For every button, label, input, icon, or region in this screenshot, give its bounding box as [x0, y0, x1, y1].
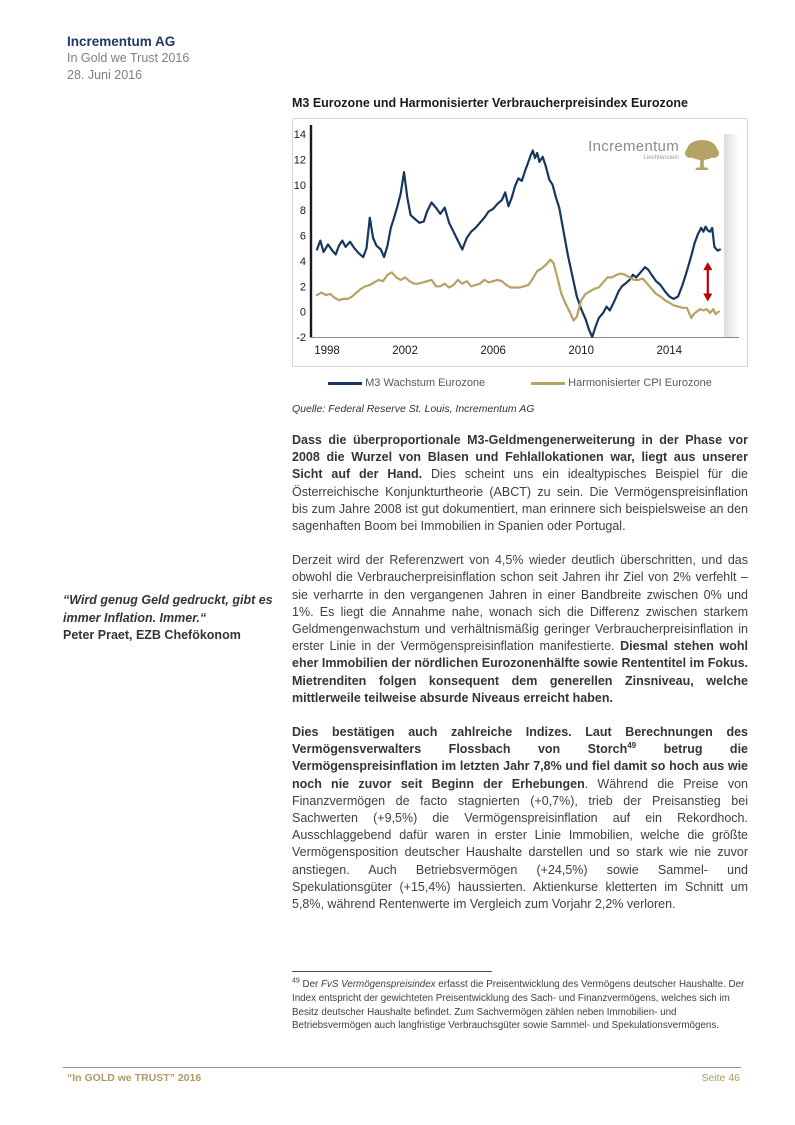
chart-title: M3 Eurozone und Harmonisierter Verbraucherpreisindex Eurozone [292, 96, 688, 110]
svg-text:8: 8 [299, 205, 306, 218]
legend-item-m3 [328, 377, 485, 389]
paragraph-2: Derzeit wird der Referenzwert von 4,5% wieder deutlich überschritten, und das obwohl die Verbraucherpreisinflation schon seit Jahren ihr Ziel von 2% verfehlt – sie verharrte in den vergangenen Jahren in einer Bandbreite zwischen 0% und 1%. Es liegt die Annahme nahe, wonach sich die Differenz zwischen starkem Geldmengenwachstum und verhältnismäßig geringer Verbraucherpreisinflation in erster Linie in der Vermögenspreisinflation manifestierte. Diesmal stehen wohl eher Immobilien der nördlichen Eurozonenhälfte sowie Rententitel im Fokus. Mietrenditen folgen konsequent dem generellen Zinsniveau, welche mittlerweile teilweise absurde Niveaus erreicht haben. [292, 553, 748, 705]
pull-quote [63, 592, 285, 645]
page-footer [67, 1072, 740, 1084]
report-title: In Gold we Trust 2016 [67, 51, 190, 65]
tree-icon [683, 139, 721, 173]
footer-report-title: “In GOLD we TRUST” 2016 [67, 1072, 202, 1084]
quote-text: “Wird genug Geld gedruckt, gibt es immer Inflation. Immer.“ [63, 593, 273, 625]
svg-text:2002: 2002 [392, 345, 418, 357]
legend-label-m3: M3 Wachstum Eurozone [365, 377, 486, 389]
svg-text:12: 12 [293, 154, 306, 167]
footnote-divider [292, 971, 492, 972]
main-column [292, 96, 748, 913]
chart-legend [292, 377, 748, 389]
legend-label-cpi: Harmonisierter CPI Eurozone [568, 377, 712, 389]
svg-text:-2: -2 [296, 332, 306, 344]
footer-divider [63, 1067, 741, 1068]
logo-subtitle: Liechtenstein [643, 155, 679, 161]
company-name: Incrementum AG [67, 34, 176, 49]
chart-source: Quelle: Federal Reserve St. Louis, Incrementum AG [292, 403, 535, 415]
svg-text:14: 14 [293, 129, 306, 141]
footnote [292, 971, 752, 1033]
svg-text:10: 10 [293, 179, 306, 192]
incrementum-logo [588, 139, 721, 173]
footnote-text: $^{49}$ Der FvS Vermögenspreisindex erfasst die Preisentwicklung des Vermögens deutscher Haushalte. Der Index entspricht der gewichteten Preisentwicklung des Sach- und Finanzvermögens, welches sich im Besitz deutscher Haushalte befindet. Zum Sachvermögen zählen neben Immobilien- und Betriebsvermögen auch langfristige Verbrauchsgüter sowie Sammel- und Spekulationsvermögens. [292, 977, 745, 1032]
page-header [67, 33, 189, 84]
report-date: 28. Juni 2016 [67, 68, 143, 82]
cpi-line-swatch [531, 382, 565, 385]
footer-page-number: Seite 46 [701, 1072, 740, 1084]
chart [292, 118, 748, 367]
paragraph-1: Dass die überproportionale M3-Geldmengenerweiterung in der Phase vor 2008 die Wurzel von Blasen und Fehlallokationen war, liegt aus unserer Sicht auf der Hand. Dies scheint uns ein idealtypisches Beispiel für die Österreichische Konjunkturtheorie (ABCT) zu sein. Die Vermögenspreisinflation bis zum Jahre 2008 ist gut dokumentiert, man erinnere sich beispielsweise an den sagenhaften Boom bei Immobilien in Spanien oder Portugal. [292, 433, 748, 534]
legend-item-cpi [531, 377, 712, 389]
logo-wordmark: Incrementum [588, 138, 679, 155]
svg-text:4: 4 [299, 255, 306, 268]
svg-text:0: 0 [299, 306, 306, 319]
paragraph-3: Dies bestätigen auch zahlreiche Indizes. Laut Berechnungen des Vermögensverwalters Flossbach von Storch$^{49}$ betrug die Vermögenspreisinflation im letzten Jahr 7,8% und fiel damit so hoch aus wie noch nie zuvor seit Beginn der Erhebungen. Während die Preise von Finanzvermögen de facto stagnierten (+0,7%), trieb der Preisanstieg bei Sachwerten (+9,5%) die Vermögenspreisinflation auf ein Rekordhoch. Ausschlaggebend dafür waren in erster Linie Immobilien, welche die größte Vermögensposition deutscher Haushalte darstellen und so stark wie nie zuvor anstiegen. Auch Betriebsvermögen (+24,5%) sowie Sammel- und Spekulationsgüter (+15,4%) haussierten. Aktienkurse kletterten im Schnitt um 5,8%, während Rentenwerte im Vergleich zum Vorjahr 2,2% verloren. [292, 725, 748, 912]
svg-text:6: 6 [299, 230, 306, 243]
svg-text:2014: 2014 [656, 345, 683, 357]
m3-line-swatch [328, 382, 362, 385]
svg-text:2: 2 [299, 281, 306, 294]
svg-text:2010: 2010 [568, 345, 594, 357]
svg-text:1998: 1998 [314, 345, 340, 357]
quote-author: Peter Praet, EZB Chefökonom [63, 628, 241, 642]
svg-text:2006: 2006 [480, 345, 506, 357]
